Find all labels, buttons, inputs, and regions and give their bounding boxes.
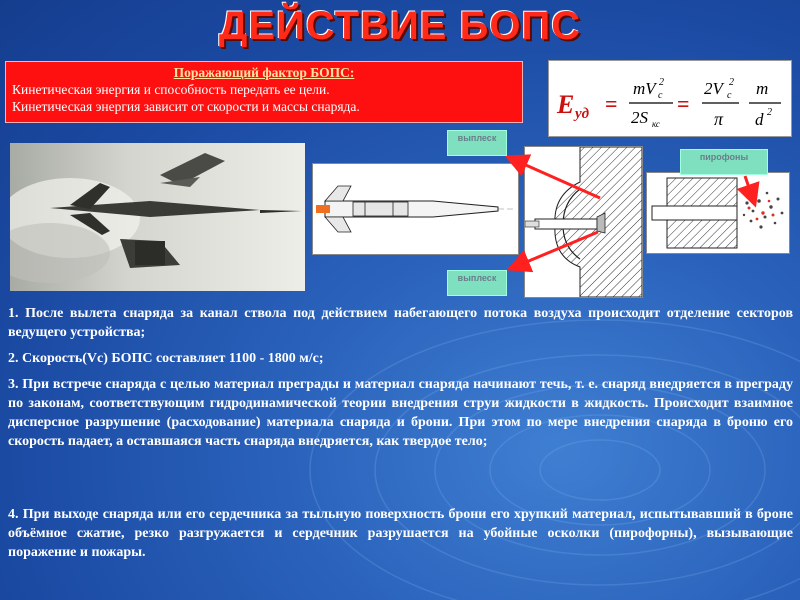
f3-numerator: m	[756, 79, 769, 98]
pyrophore-label: пирофоны	[680, 149, 768, 175]
splash-label-top: выплеск	[447, 130, 507, 156]
damage-factor-line-1: Кинетическая энергия и способность передать ее цели.	[12, 82, 330, 97]
f1-denominator: 2S	[631, 108, 648, 127]
formula-lhs: E	[557, 90, 575, 119]
formula-eq-1: =	[605, 91, 618, 116]
paragraph-2: 2. Скорость(Vc) БОПС составляет 1100 - 1800 м/с;	[8, 351, 324, 366]
formula-eq-2: =	[677, 91, 690, 116]
energy-formula	[548, 60, 792, 137]
f2-denominator: π	[714, 109, 724, 129]
f1-num-sup: 2	[659, 77, 664, 88]
f2-numerator: 2V	[704, 79, 723, 98]
paragraph-4: 4. При выходе снаряда или его сердечника за тыльную поверхность брони его хрупкий материал, испытывавший в броне объёмное сжатие, резко разгружается и сердечник разрушается на убойные осколки (пирофорны), вызывающие поражение и пожары.	[8, 507, 793, 560]
pyrophoric-fragments-section	[646, 172, 790, 254]
damage-factor-heading: Поражающий фактор БОПС:	[173, 65, 355, 80]
f1-num-sub: c	[658, 90, 663, 101]
splash-label-bottom: выплеск	[447, 270, 507, 296]
f1-den-sub: кс	[652, 119, 660, 129]
f1-numerator: mV	[633, 79, 656, 98]
projectile-flight-photo	[10, 143, 305, 291]
f2-num-sub: c	[727, 90, 732, 101]
paragraph-1: 1. После вылета снаряда за канал ствола под действием набегающего потока воздуха происходит отделение секторов ведущего устройства;	[8, 306, 793, 340]
page-title: ДЕЙСТВИЕ БОПС	[218, 4, 582, 48]
f3-den-sup: 2	[767, 107, 772, 118]
damage-factor-box	[5, 61, 523, 123]
f2-num-sup: 2	[729, 77, 734, 88]
damage-factor-line-2: Кинетическая энергия зависит от скорости и массы снаряда.	[12, 99, 360, 114]
paragraph-3: 3. При встрече снаряда с целью материал преграды и материал снаряда начинают течь, т. е. снаряд внедряется в преграду по законам, соответствующим гидродинамической теории внедрения струи жидкости в жидкость. Происходит взаимное дисперсное разрушение (расходование) материала снаряда и брони. При этом по мере внедрения снаряда в броню его скорость падает, а оставшаяся часть снаряда внедряется, как твердое тело;	[8, 377, 793, 449]
formula-lhs-sub: уд	[575, 106, 590, 122]
f3-denominator: d	[755, 110, 764, 129]
armor-penetration-section	[524, 146, 643, 298]
projectile-drawing	[312, 163, 519, 255]
